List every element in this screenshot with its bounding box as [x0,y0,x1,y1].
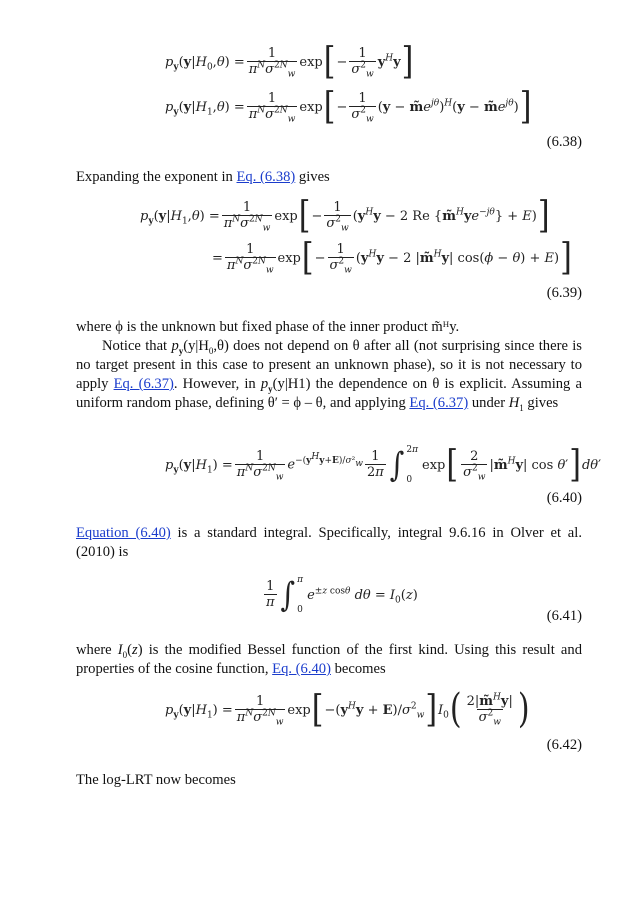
paragraph: Equation (6.40) is a standard integral. Specifically, integral 9.6.16 in Olver et al. (2010) is [76,525,582,560]
equation-link[interactable]: Eq. (6.37) [409,395,469,411]
equation-6-40: $p_y(y|H_1)$ = $\frac{1}{\pi^N\sigma^{2N}_w}$ $e^{-(y^Hy+E)/\sigma^2_w}$ $\frac{1}{2\pi}$ ∫ 2π 0 exp [ $\frac{2}{\sigma^2_w}$ |m̃$^H$y| cos θ′ ] dθ′ [165,442,602,487]
equation-link[interactable]: Eq. (6.38) [236,169,296,185]
paragraph: Expanding the exponent in Eq. (6.38) gives [76,169,330,185]
paragraph: Notice that $p_y(y|H_0,\theta)$ does not depend on θ after all (not surprising since there is no target present in this case to present an unknown phase), so it is not necessary to apply Eq. (6.37). However, in $p_y(y|H1)$ the dependence on θ is explicit. Assuming a uniform random phase, defining θ′ = ϕ – θ, and applying Eq. (6.37) under $H_1$ gives [76,338,582,413]
equation-number: (6.39) [546,285,582,301]
equation-6-39-line-2: = $\frac{1}{\pi^N\sigma^{2N}_w}$ exp [ − $\frac{1}{\sigma^2_w}$ ($y^Hy - 2$ |m̃$^H$y| cos(ϕ − θ) + E) ] [212,235,572,280]
equation-6-42: $p_y(y|H_1)$ = $\frac{1}{\pi^N\sigma^{2N}_w}$ exp [ $-(y^Hy + E)/\sigma^2_w$ ] $I_0$ ( $\frac{2|m̃^Hy|}{\sigma^2_w}$ ) [165,685,530,733]
equation-number: (6.41) [546,608,582,624]
paragraph: The log-LRT now becomes [76,772,236,788]
equation-link[interactable]: Eq. (6.37) [113,376,174,392]
equation-6-38-line-1: $p_y(y|H_0,\theta)$ = $\frac{1}{\pi^N\sigma^{2N}_w}$ exp [ − $\frac{1}{\sigma^2_w}$ $y^Hy$ ] [165,39,414,84]
equation-number: (6.40) [546,490,582,506]
equation-number: (6.38) [546,134,582,150]
paragraph: where $I_0(z)$ is the modified Bessel function of the first kind. Using this result and properties of the cosine function, Eq. (6.40) becomes [76,642,582,677]
equation-link[interactable]: Eq. (6.40) [272,661,331,677]
equation-6-41: $\frac{1}{\pi}$ ∫ π 0 $e^{\pm z cos\theta}$ $d\theta = I_0(z)$ [266,574,418,615]
equation-6-38-line-2: $p_y(y|H_1,\theta)$ = $\frac{1}{\pi^N\sigma^{2N}_w}$ exp [ − $\frac{1}{\sigma^2_w}$ $(y - m̃e^{j\theta})^H(y$ − $m̃e^{j\theta}$) ] [165,84,532,129]
equation-6-39-line-1: $p_y(y|H_1,\theta)$ = $\frac{1}{\pi^N\sigma^{2N}_w}$ exp [ − $\frac{1}{\sigma^2_w}$ ($y^Hy - 2$ Re $\{m̃^Hye^{-j\theta}\} + E$) ] [140,193,550,238]
equation-link[interactable]: Equation (6.40) [76,525,171,541]
equation-number: (6.42) [546,737,582,753]
paragraph: where ϕ is the unknown but fixed phase of the inner product m̃ᴴy. [76,319,460,335]
